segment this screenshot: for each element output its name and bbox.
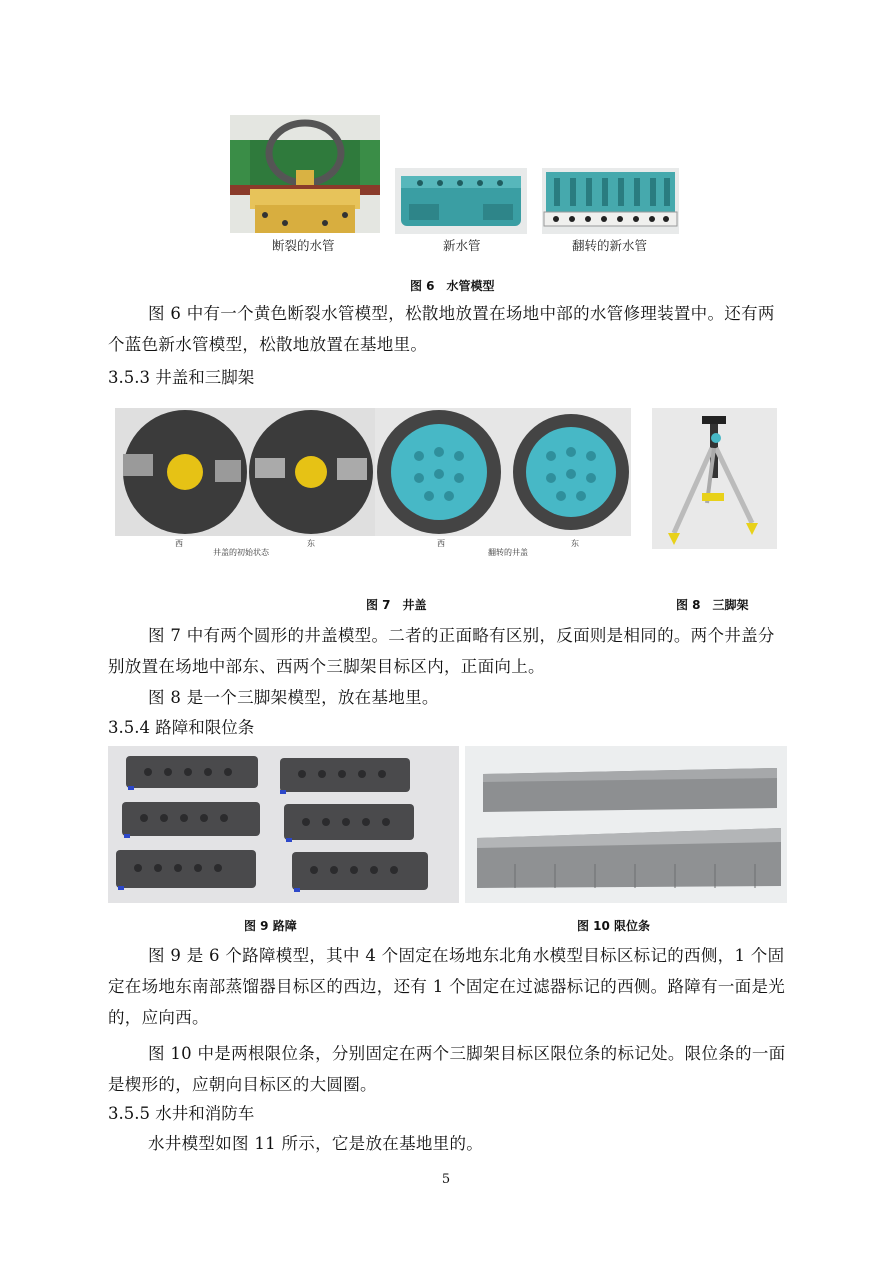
- fig7-caption: 图 7 井盖: [366, 598, 427, 612]
- roadblocks-photo: [108, 746, 459, 903]
- manhole-cover-photo: [115, 408, 631, 536]
- broken-pipe-photo: [230, 115, 380, 233]
- limit-bars-photo: [465, 746, 787, 903]
- fig7-flipped-label: 翻转的井盖: [488, 548, 528, 557]
- fig6-label-broken: 断裂的水管: [272, 238, 335, 253]
- fig7-west-2: 西: [437, 539, 445, 548]
- section-heading-3-5-3: 3.5.3 井盖和三脚架: [108, 368, 255, 387]
- new-pipe-photo: [395, 168, 527, 234]
- paragraph-fig10: 图 10 中是两根限位条，分别固定在两个三脚架目标区限位条的标记处。限位条的一面是楔形的，应朝向目标区的大圆圈。: [108, 1044, 786, 1094]
- section-heading-3-5-4: 3.5.4 路障和限位条: [108, 718, 255, 737]
- paragraph-fig6: 图 6 中有一个黄色断裂水管模型，松散地放置在场地中部的水管修理装置中。还有两个蓝色新水管模型，松散地放置在基地里。: [108, 304, 775, 354]
- paragraph-fig9: 图 9 是 6 个路障模型，其中 4 个固定在场地东北角水模型目标区标记的西侧，1 个固定在场地东南部蒸馏器目标区的西边，还有 1 个固定在过滤器标记的西侧。路障有一面是光的，应向西。: [108, 946, 786, 1027]
- paragraph-well: 水井模型如图 11 所示，它是放在基地里的。: [148, 1134, 484, 1153]
- fig7-initial-label: 井盖的初始状态: [213, 548, 269, 557]
- paragraph-fig8: 图 8 是一个三脚架模型，放在基地里。: [148, 688, 439, 707]
- fig7-east-2: 东: [571, 539, 579, 548]
- fig7-west-1: 西: [175, 539, 183, 548]
- fig6-label-flipped: 翻转的新水管: [572, 238, 648, 253]
- fig9-caption: 图 9 路障: [244, 919, 297, 933]
- tripod-photo: [652, 408, 777, 549]
- paragraph-fig7: 图 7 中有两个圆形的井盖模型。二者的正面略有区别，反面则是相同的。两个井盖分别放置在场地中部东、西两个三脚架目标区内，正面向上。: [108, 626, 775, 676]
- fig6-caption: 图 6 水管模型: [410, 279, 495, 293]
- fig8-caption: 图 8 三脚架: [676, 598, 749, 612]
- fig6-label-new: 新水管: [443, 238, 481, 253]
- flipped-pipe-photo: [542, 168, 679, 234]
- section-heading-3-5-5: 3.5.5 水井和消防车: [108, 1104, 255, 1123]
- fig7-east-1: 东: [307, 539, 315, 548]
- fig10-caption: 图 10 限位条: [577, 919, 651, 933]
- page-number: 5: [441, 1172, 451, 1187]
